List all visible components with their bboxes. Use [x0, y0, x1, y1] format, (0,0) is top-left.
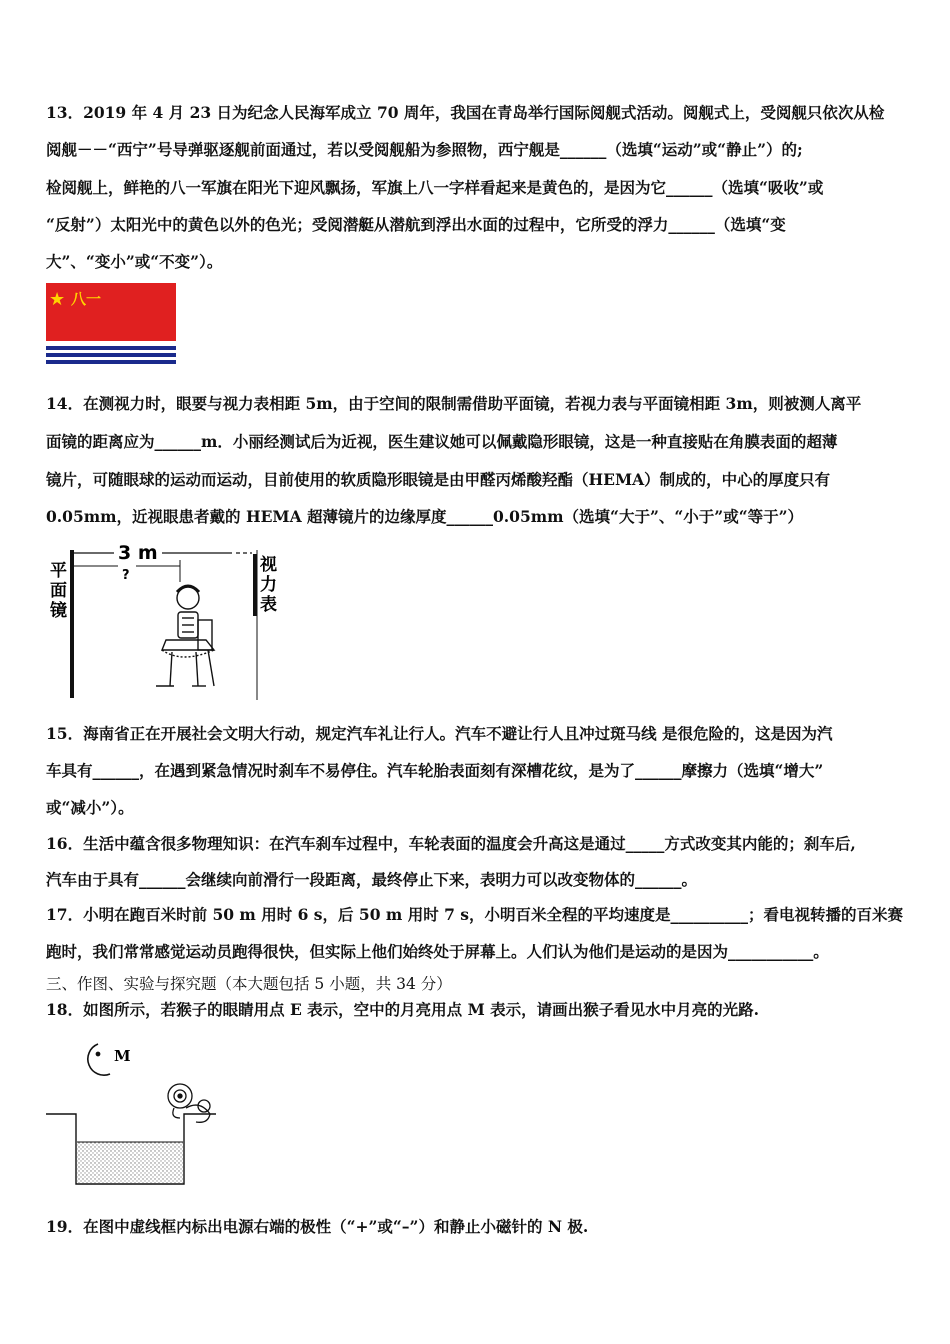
- q15-line-3: 或“减小”）。: [46, 798, 134, 817]
- moon-label: M: [114, 1047, 131, 1065]
- flag-stripe: [46, 353, 176, 357]
- star-icon: ★: [49, 289, 66, 310]
- mirror-label: 平: [50, 561, 67, 581]
- q14-line-3: 镜片，可随眼球的运动而运动，目前使用的软质隐形眼镜是由甲醛丙烯酸羟酯（HEMA）制成的，中心的厚度只有: [46, 470, 831, 489]
- eye-chart: [253, 554, 257, 616]
- mirror-label: 镜: [50, 601, 67, 621]
- q13-line-4: “反射”）太阳光中的黄色以外的色光；受阅潜艇从潜航到浮出水面的过程中，它所受的浮力______（选填“变: [46, 215, 786, 234]
- q18-text: 18．如图所示，若猴子的眼睛用点 E 表示，空中的月亮用点 M 表示，请画出猴子看见水中月亮的光路.: [46, 1000, 760, 1019]
- moon: [88, 1044, 110, 1075]
- q15-line-2: 车具有______，在遇到紧急情况时刹车不易停住。汽车轮胎表面刻有深槽花纹，是为了______摩擦力（选填“增大”: [46, 761, 824, 780]
- eye-test-figure: [46, 540, 286, 702]
- q15-line-1: 15．海南省正在开展社会文明大行动，规定汽车礼让行人。汽车不避让行人且冲过斑马线 是很危险的，这是因为汽: [46, 724, 833, 743]
- q13-line-1: 13．2019 年 4 月 23 日为纪念人民海军成立 70 周年，我国在青岛举行国际阅舰式活动。阅舰式上，受阅舰只依次从检: [46, 103, 885, 122]
- bayi-flag-figure: [46, 283, 176, 365]
- monkey-moon-figure: [46, 1034, 226, 1190]
- mirror-label: 面: [50, 581, 67, 601]
- flag-stripe: [46, 360, 176, 364]
- chart-label: 表: [260, 595, 277, 615]
- q14-line-2: 面镜的距离应为______m．小丽经测试后为近视，医生建议她可以佩戴隐形眼镜，这是一种直接贴在角膜表面的超薄: [46, 432, 838, 451]
- flag-text: 八一: [71, 290, 102, 308]
- question-mark: ?: [122, 568, 130, 583]
- q17-line-2: 跑时，我们常常感觉运动员跑得很快，但实际上他们始终处于屏幕上。人们认为他们是运动的是因为___________。: [46, 942, 829, 961]
- q19-text: 19．在图中虚线框内标出电源右端的极性（“+”或“–”）和静止小磁针的 N 极.: [46, 1217, 589, 1236]
- q13-line-3: 检阅舰上，鲜艳的八一军旗在阳光下迎风飘扬，军旗上八一字样看起来是黄色的，是因为它______（选填“吸收”或: [46, 178, 824, 197]
- chart-label: 力: [260, 575, 277, 595]
- q16-line-2: 汽车由于具有______会继续向前滑行一段距离，最终停止下来，表明力可以改变物体的______。: [46, 870, 698, 889]
- q17-line-1: 17．小明在跑百米时前 50 m 用时 6 s，后 50 m 用时 7 s，小明百米全程的平均速度是__________；看电视转播的百米赛: [46, 905, 903, 924]
- seated-person: [156, 586, 214, 686]
- q13-line-2: 阅舰－－“西宁”号导弹驱逐舰前面通过，若以受阅舰船为参照物，西宁舰是______（选填“运动”或“静止”）的;: [46, 140, 803, 159]
- q14-line-4: 0.05mm，近视眼患者戴的 HEMA 超薄镜片的边缘厚度______0.05mm（选填“大于”、“小于”或“等于”）: [46, 507, 804, 526]
- monkey: [168, 1084, 210, 1122]
- distance-label: 3 m: [118, 542, 158, 564]
- flag-stripe: [46, 346, 176, 350]
- chart-label: 视: [260, 555, 277, 575]
- q16-line-1: 16．生活中蕴含很多物理知识：在汽车刹车过程中，车轮表面的温度会升高这是通过_____方式改变其内能的；刹车后,: [46, 834, 856, 853]
- q14-line-1: 14．在测视力时，眼要与视力表相距 5m，由于空间的限制需借助平面镜，若视力表与平面镜相距 3m，则被测人离平: [46, 394, 862, 413]
- plane-mirror: [70, 550, 74, 698]
- q13-line-5: 大”、“变小”或“不变”）。: [46, 252, 223, 271]
- flag-red-field: [46, 283, 176, 341]
- section-3-title: 三、作图、实验与探究题（本大题包括 5 小题，共 34 分）: [46, 975, 452, 993]
- water: [77, 1142, 183, 1183]
